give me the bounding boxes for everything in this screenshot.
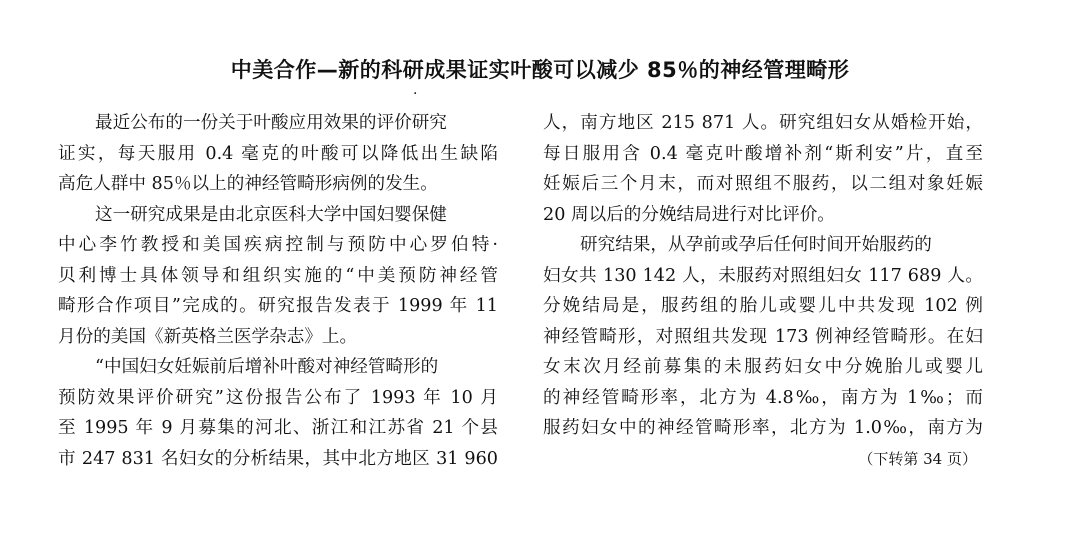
text-line: 女末次月经前募集的未服药妇女中分娩胎儿或婴儿 [543, 357, 983, 377]
continuation-note: （下转第 34 页） [858, 449, 977, 468]
text-line: 分娩结局是，服药组的胎儿或婴儿中共发现 102 例 [543, 296, 983, 316]
text-line: 服药妇女中的神经管畸形率，北方为 1.0‰，南方为 [543, 418, 983, 438]
text-line: 神经管畸形，对照组共发现 173 例神经管畸形。在妇 [543, 326, 983, 347]
text-line: 人，南方地区 215 871 人。研究组妇女从婚检开始， [543, 113, 983, 133]
article-title: 中美合作—新的科研成果证实叶酸可以减少 85％的神经管理畸形 [230, 58, 850, 82]
text-line: 妇女共 130 142 人，未服药对照组妇女 117 689 人。 [543, 265, 983, 286]
left-column [58, 108, 498, 474]
text-line: 的神经管畸形率，北方为 4.8‰，南方为 1‰；而 [543, 387, 983, 408]
text-line: 高危人群中 85％以上的神经管畸形病例的发生。 [58, 174, 438, 194]
text-line: 至 1995 年 9 月募集的河北、浙江和江苏省 21 个县 [58, 418, 498, 438]
text-line: 中心李竹教授和美国疾病控制与预防中心罗伯特· [58, 235, 498, 255]
text-line: 这一研究成果是由北京医科大学中国妇婴保健 [95, 204, 447, 225]
text-line: 畸形合作项目”完成的。研究报告发表于 1999 年 11 [58, 296, 498, 316]
text-line: 预防效果评价研究”这份报告公布了 1993 年 10 月 [58, 387, 498, 408]
text-line: “中国妇女妊娠前后增补叶酸对神经管畸形的 [95, 357, 439, 377]
text-line: 20 周以后的分娩结局进行对比评价。 [543, 204, 835, 225]
text-line: 每日服用含 0.4 毫克叶酸增补剂“斯利安”片，直至 [543, 143, 983, 164]
text-line: 研究结果，从孕前或孕后任何时间开始服药的 [580, 235, 932, 255]
text-line: 证实，每天服用 0.4 毫克的叶酸可以降低出生缺陷 [58, 143, 498, 164]
text-line: 市 247 831 名妇女的分析结果，其中北方地区 31 960 [58, 448, 498, 469]
text-line: 妊娠后三个月末，而对照组不服药，以二组对象妊娠 [543, 174, 983, 194]
text-line: 最近公布的一份关于叶酸应用效果的评价研究 [95, 113, 447, 133]
text-line: 月份的美国《新英格兰医学杂志》上。 [58, 326, 358, 347]
text-line: 贝利博士具体领导和组织实施的“中美预防神经管 [58, 265, 498, 286]
right-column [543, 108, 983, 474]
title-dot: · [413, 86, 418, 102]
